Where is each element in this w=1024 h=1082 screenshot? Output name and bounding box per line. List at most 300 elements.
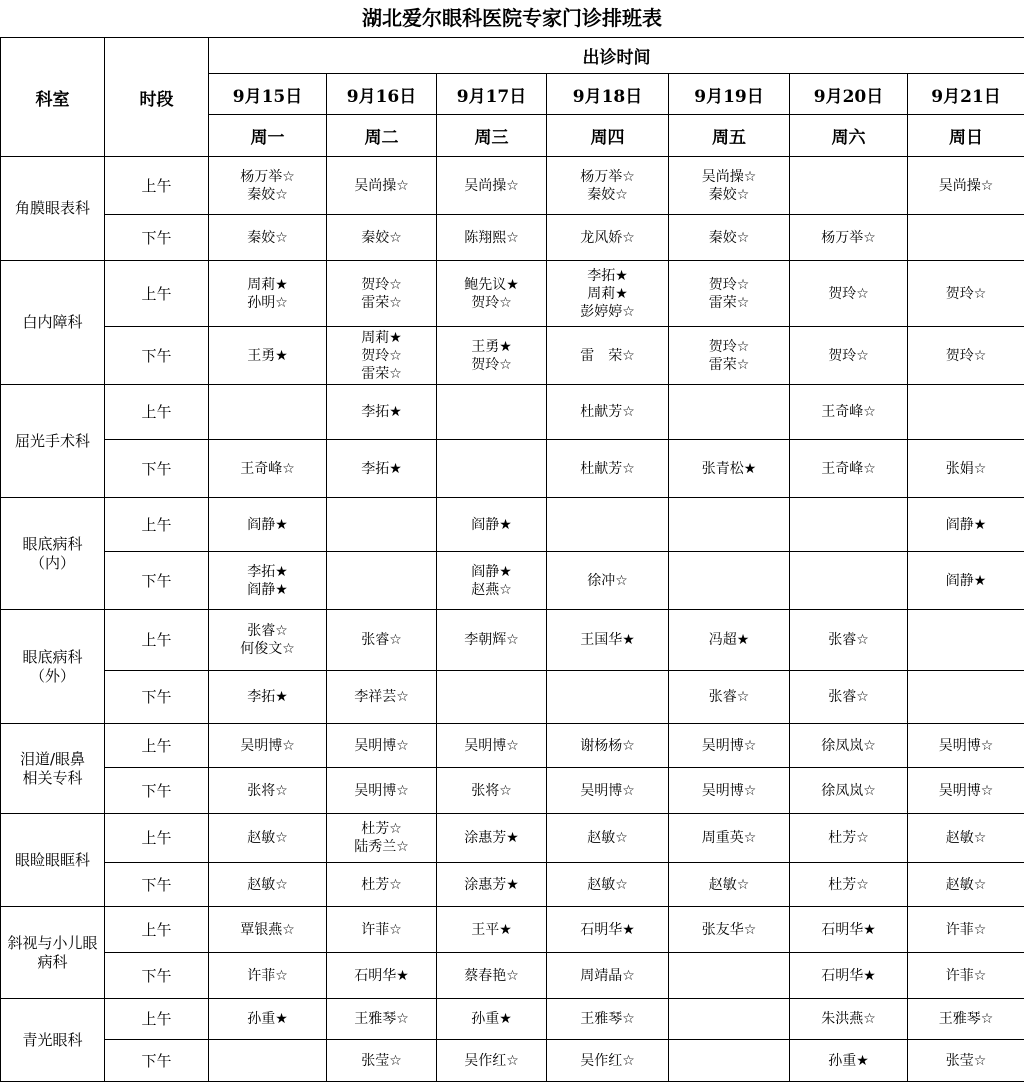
schedule-cell <box>669 953 790 999</box>
schedule-cell <box>547 385 669 440</box>
department-name-line: 白内障科 <box>1 313 104 332</box>
schedule-cell <box>908 385 1024 440</box>
department-name <box>1 814 105 907</box>
doctor-name: 周莉★ <box>209 276 326 294</box>
schedule-cell <box>908 215 1024 261</box>
doctor-name: 王勇★ <box>209 347 326 365</box>
doctor-name: 阎静★ <box>908 516 1024 534</box>
department-name-line: 眼底病科 <box>1 648 104 667</box>
schedule-cell <box>437 999 547 1040</box>
schedule-cell <box>437 157 547 215</box>
schedule-cell <box>209 327 327 385</box>
schedule-cell <box>327 671 437 724</box>
doctor-name: 张娟☆ <box>908 460 1024 478</box>
doctor-name: 陆秀兰☆ <box>327 838 436 856</box>
schedule-cell <box>327 907 437 953</box>
schedule-cell <box>547 261 669 327</box>
doctor-name: 雷 荣☆ <box>547 347 668 365</box>
schedule-cell <box>908 498 1024 552</box>
schedule-cell <box>669 907 790 953</box>
doctor-name: 蔡春艳☆ <box>437 967 546 985</box>
department-name-line: 屈光手术科 <box>1 432 104 451</box>
schedule-cell <box>908 768 1024 814</box>
schedule-cell <box>209 440 327 498</box>
schedule-row <box>1 552 1024 610</box>
schedule-cell <box>669 1040 790 1082</box>
weekday-header: 周四 <box>547 115 669 157</box>
doctor-name: 雷荣☆ <box>327 294 436 312</box>
doctor-name: 覃银燕☆ <box>209 921 326 939</box>
doctor-name: 秦姣☆ <box>669 186 789 204</box>
doctor-name: 吴明博☆ <box>669 782 789 800</box>
schedule-cell <box>437 261 547 327</box>
schedule-cell <box>547 814 669 863</box>
schedule-cell <box>790 814 908 863</box>
doctor-name: 张莹☆ <box>908 1052 1024 1070</box>
doctor-name: 吴明博☆ <box>908 737 1024 755</box>
schedule-cell <box>908 157 1024 215</box>
doctor-name: 李拓★ <box>209 563 326 581</box>
date-header: 9月17日 <box>437 74 547 115</box>
schedule-cell <box>908 610 1024 671</box>
period-cell: 上午 <box>105 999 209 1040</box>
schedule-cell <box>437 768 547 814</box>
date-header: 9月16日 <box>327 74 437 115</box>
schedule-cell <box>327 385 437 440</box>
doctor-name: 贺玲☆ <box>908 347 1024 365</box>
schedule-cell <box>327 552 437 610</box>
schedule-cell <box>669 440 790 498</box>
schedule-cell <box>908 907 1024 953</box>
schedule-cell <box>437 724 547 768</box>
schedule-cell <box>547 552 669 610</box>
doctor-name: 许菲☆ <box>327 921 436 939</box>
schedule-cell <box>547 907 669 953</box>
schedule-cell <box>209 814 327 863</box>
doctor-name: 赵燕☆ <box>437 581 546 599</box>
schedule-cell <box>547 768 669 814</box>
schedule-cell <box>437 385 547 440</box>
schedule-cell <box>790 863 908 907</box>
doctor-name: 张将☆ <box>437 782 546 800</box>
schedule-row <box>1 768 1024 814</box>
schedule-cell <box>790 1040 908 1082</box>
period-header: 时段 <box>105 38 209 157</box>
period-cell: 下午 <box>105 552 209 610</box>
schedule-cell <box>437 215 547 261</box>
doctor-name: 周重英☆ <box>669 829 789 847</box>
schedule-cell <box>790 610 908 671</box>
doctor-name: 贺玲☆ <box>437 294 546 312</box>
schedule-cell <box>790 215 908 261</box>
schedule-cell <box>209 552 327 610</box>
doctor-name: 许菲☆ <box>908 967 1024 985</box>
schedule-cell <box>437 327 547 385</box>
doctor-name: 杜芳☆ <box>327 820 436 838</box>
schedule-cell <box>669 261 790 327</box>
doctor-name: 鲍先议★ <box>437 276 546 294</box>
schedule-row <box>1 1040 1024 1082</box>
date-header: 9月21日 <box>908 74 1024 115</box>
schedule-cell <box>547 498 669 552</box>
doctor-name: 王国华★ <box>547 631 668 649</box>
schedule-cell <box>327 215 437 261</box>
doctor-name: 周莉★ <box>327 329 436 347</box>
doctor-name: 徐凤岚☆ <box>790 737 907 755</box>
doctor-name: 雷荣☆ <box>669 294 789 312</box>
period-cell: 上午 <box>105 814 209 863</box>
schedule-cell <box>209 953 327 999</box>
doctor-name: 吴明博☆ <box>669 737 789 755</box>
doctor-name: 徐凤岚☆ <box>790 782 907 800</box>
doctor-name: 秦姣☆ <box>209 229 326 247</box>
department-name-line: 青光眼科 <box>1 1031 104 1050</box>
schedule-cell <box>327 768 437 814</box>
doctor-name: 阎静★ <box>437 516 546 534</box>
weekday-header: 周三 <box>437 115 547 157</box>
schedule-cell <box>547 953 669 999</box>
period-cell: 上午 <box>105 385 209 440</box>
doctor-name: 杨万举☆ <box>547 168 668 186</box>
schedule-cell <box>547 671 669 724</box>
doctor-name: 孙重★ <box>790 1052 907 1070</box>
doctor-name: 石明华★ <box>790 921 907 939</box>
doctor-name: 阎静★ <box>437 563 546 581</box>
schedule-cell <box>437 552 547 610</box>
schedule-cell <box>209 863 327 907</box>
doctor-name: 李朝辉☆ <box>437 631 546 649</box>
doctor-name: 阎静★ <box>209 516 326 534</box>
doctor-name: 张将☆ <box>209 782 326 800</box>
doctor-name: 赵敏☆ <box>547 829 668 847</box>
doctor-name: 王奇峰☆ <box>209 460 326 478</box>
doctor-name: 吴明博☆ <box>327 737 436 755</box>
weekday-header: 周六 <box>790 115 908 157</box>
doctor-name: 张睿☆ <box>327 631 436 649</box>
schedule-cell <box>908 814 1024 863</box>
weekday-header: 周二 <box>327 115 437 157</box>
doctor-name: 赵敏☆ <box>547 876 668 894</box>
doctor-name: 孙明☆ <box>209 294 326 312</box>
date-header: 9月15日 <box>209 74 327 115</box>
period-cell: 上午 <box>105 907 209 953</box>
doctor-name: 张友华☆ <box>669 921 789 939</box>
schedule-cell <box>790 768 908 814</box>
department-name <box>1 157 105 261</box>
doctor-name: 许菲☆ <box>908 921 1024 939</box>
weekday-header: 周五 <box>669 115 790 157</box>
schedule-row <box>1 261 1024 327</box>
schedule-cell <box>790 440 908 498</box>
doctor-name: 李拓★ <box>547 267 668 285</box>
doctor-name: 吴尚操☆ <box>327 177 436 195</box>
doctor-name: 张睿☆ <box>209 622 326 640</box>
department-name-line: 泪道/眼鼻 <box>1 750 104 769</box>
department-name-line: 角膜眼表科 <box>1 199 104 218</box>
schedule-cell <box>669 724 790 768</box>
doctor-name: 阎静★ <box>908 572 1024 590</box>
department-name <box>1 610 105 724</box>
doctor-name: 何俊文☆ <box>209 640 326 658</box>
doctor-name: 雷荣☆ <box>327 365 436 383</box>
department-name-line: 相关专科 <box>1 769 104 788</box>
schedule-row <box>1 385 1024 440</box>
schedule-row <box>1 327 1024 385</box>
schedule-cell <box>669 814 790 863</box>
doctor-name: 张睿☆ <box>669 688 789 706</box>
schedule-cell <box>209 215 327 261</box>
page-title: 湖北爱尔眼科医院专家门诊排班表 <box>0 0 1024 37</box>
schedule-cell <box>327 610 437 671</box>
period-cell: 上午 <box>105 498 209 552</box>
doctor-name: 秦姣☆ <box>669 229 789 247</box>
schedule-cell <box>327 814 437 863</box>
schedule-cell <box>547 863 669 907</box>
schedule-cell <box>790 552 908 610</box>
schedule-table <box>0 37 1024 1082</box>
doctor-name: 吴明博☆ <box>209 737 326 755</box>
schedule-cell <box>437 863 547 907</box>
doctor-name: 李拓★ <box>209 688 326 706</box>
doctor-name: 李祥芸☆ <box>327 688 436 706</box>
schedule-cell <box>790 385 908 440</box>
schedule-cell <box>908 1040 1024 1082</box>
schedule-cell <box>209 385 327 440</box>
doctor-name: 王平★ <box>437 921 546 939</box>
schedule-cell <box>790 498 908 552</box>
schedule-cell <box>209 724 327 768</box>
schedule-cell <box>908 724 1024 768</box>
schedule-cell <box>209 1040 327 1082</box>
schedule-cell <box>790 724 908 768</box>
schedule-row <box>1 498 1024 552</box>
schedule-row <box>1 671 1024 724</box>
period-cell: 下午 <box>105 953 209 999</box>
schedule-row <box>1 814 1024 863</box>
department-name-line: 眼底病科 <box>1 535 104 554</box>
doctor-name: 贺玲☆ <box>790 347 907 365</box>
schedule-row <box>1 610 1024 671</box>
doctor-name: 秦姣☆ <box>547 186 668 204</box>
doctor-name: 吴尚操☆ <box>908 177 1024 195</box>
doctor-name: 李拓★ <box>327 403 436 421</box>
department-name <box>1 999 105 1082</box>
schedule-cell <box>437 610 547 671</box>
period-cell: 上午 <box>105 610 209 671</box>
schedule-cell <box>908 261 1024 327</box>
doctor-name: 吴明博☆ <box>908 782 1024 800</box>
schedule-cell <box>209 261 327 327</box>
doctor-name: 杨万举☆ <box>790 229 907 247</box>
schedule-cell <box>790 999 908 1040</box>
doctor-name: 赵敏☆ <box>908 829 1024 847</box>
period-cell: 下午 <box>105 1040 209 1082</box>
date-header: 9月18日 <box>547 74 669 115</box>
doctor-name: 吴明博☆ <box>437 737 546 755</box>
doctor-name: 王雅琴☆ <box>547 1010 668 1028</box>
schedule-row <box>1 953 1024 999</box>
doctor-name: 王勇★ <box>437 338 546 356</box>
doctor-name: 石明华★ <box>790 967 907 985</box>
doctor-name: 李拓★ <box>327 460 436 478</box>
schedule-cell <box>547 215 669 261</box>
schedule-cell <box>209 999 327 1040</box>
department-name <box>1 498 105 610</box>
schedule-cell <box>327 863 437 907</box>
doctor-name: 贺玲☆ <box>437 356 546 374</box>
doctor-name: 徐冲☆ <box>547 572 668 590</box>
doctor-name: 王雅琴☆ <box>908 1010 1024 1028</box>
schedule-cell <box>547 999 669 1040</box>
dept-header: 科室 <box>1 38 105 157</box>
doctor-name: 赵敏☆ <box>209 876 326 894</box>
period-cell: 下午 <box>105 863 209 907</box>
department-name <box>1 907 105 999</box>
doctor-name: 陈翔熙☆ <box>437 229 546 247</box>
schedule-row <box>1 724 1024 768</box>
schedule-row <box>1 999 1024 1040</box>
schedule-cell <box>669 327 790 385</box>
doctor-name: 周靖晶☆ <box>547 967 668 985</box>
doctor-name: 贺玲☆ <box>327 347 436 365</box>
doctor-name: 赵敏☆ <box>209 829 326 847</box>
schedule-cell <box>547 157 669 215</box>
doctor-name: 杜献芳☆ <box>547 403 668 421</box>
schedule-cell <box>209 498 327 552</box>
doctor-name: 彭婷婷☆ <box>547 303 668 321</box>
schedule-cell <box>547 440 669 498</box>
schedule-cell <box>209 610 327 671</box>
schedule-cell <box>908 863 1024 907</box>
schedule-cell <box>327 724 437 768</box>
schedule-cell <box>547 610 669 671</box>
schedule-cell <box>669 999 790 1040</box>
schedule-cell <box>790 671 908 724</box>
department-name-line: 病科 <box>1 953 104 972</box>
doctor-name: 孙重★ <box>437 1010 546 1028</box>
doctor-name: 贺玲☆ <box>669 276 789 294</box>
schedule-cell <box>437 953 547 999</box>
schedule-cell <box>669 610 790 671</box>
schedule-cell <box>790 261 908 327</box>
weekday-header: 周一 <box>209 115 327 157</box>
doctor-name: 王雅琴☆ <box>327 1010 436 1028</box>
date-header: 9月19日 <box>669 74 790 115</box>
schedule-cell <box>790 157 908 215</box>
doctor-name: 赵敏☆ <box>669 876 789 894</box>
schedule-cell <box>908 440 1024 498</box>
schedule-cell <box>669 385 790 440</box>
doctor-name: 赵敏☆ <box>908 876 1024 894</box>
doctor-name: 吴尚操☆ <box>437 177 546 195</box>
schedule-cell <box>437 498 547 552</box>
period-cell: 下午 <box>105 768 209 814</box>
doctor-name: 周莉★ <box>547 285 668 303</box>
schedule-cell <box>790 953 908 999</box>
schedule-cell <box>669 671 790 724</box>
doctor-name: 谢杨杨☆ <box>547 737 668 755</box>
doctor-name: 吴作红☆ <box>437 1052 546 1070</box>
schedule-cell <box>327 327 437 385</box>
schedule-cell <box>437 814 547 863</box>
doctor-name: 孙重★ <box>209 1010 326 1028</box>
schedule-cell <box>209 157 327 215</box>
doctor-name: 许菲☆ <box>209 967 326 985</box>
schedule-cell <box>908 552 1024 610</box>
schedule-row <box>1 440 1024 498</box>
schedule-cell <box>669 498 790 552</box>
doctor-name: 秦姣☆ <box>209 186 326 204</box>
schedule-cell <box>437 440 547 498</box>
schedule-cell <box>327 953 437 999</box>
doctor-name: 朱洪燕☆ <box>790 1010 907 1028</box>
schedule-cell <box>669 768 790 814</box>
schedule-cell <box>327 157 437 215</box>
doctor-name: 贺玲☆ <box>327 276 436 294</box>
doctor-name: 王奇峰☆ <box>790 403 907 421</box>
schedule-cell <box>908 671 1024 724</box>
doctor-name: 贺玲☆ <box>790 285 907 303</box>
doctor-name: 王奇峰☆ <box>790 460 907 478</box>
schedule-row <box>1 863 1024 907</box>
schedule-cell <box>547 1040 669 1082</box>
doctor-name: 石明华★ <box>327 967 436 985</box>
schedule-cell <box>327 498 437 552</box>
schedule-cell <box>547 724 669 768</box>
doctor-name: 张睿☆ <box>790 688 907 706</box>
period-cell: 下午 <box>105 671 209 724</box>
schedule-cell <box>327 999 437 1040</box>
schedule-cell <box>327 261 437 327</box>
date-header: 9月20日 <box>790 74 908 115</box>
doctor-name: 冯超★ <box>669 631 789 649</box>
department-name <box>1 724 105 814</box>
schedule-cell <box>908 953 1024 999</box>
department-name <box>1 385 105 498</box>
schedule-cell <box>669 863 790 907</box>
schedule-row <box>1 157 1024 215</box>
doctor-name: 张青松★ <box>669 460 789 478</box>
schedule-cell <box>437 1040 547 1082</box>
doctor-name: 吴尚操☆ <box>669 168 789 186</box>
doctor-name: 石明华★ <box>547 921 668 939</box>
doctor-name: 吴明博☆ <box>547 782 668 800</box>
doctor-name: 张睿☆ <box>790 631 907 649</box>
schedule-cell <box>669 215 790 261</box>
department-name-line: 斜视与小儿眼 <box>1 934 104 953</box>
period-cell: 下午 <box>105 327 209 385</box>
doctor-name: 雷荣☆ <box>669 356 789 374</box>
clinic-time-header: 出诊时间 <box>209 38 1024 74</box>
department-name <box>1 261 105 385</box>
period-cell: 上午 <box>105 157 209 215</box>
doctor-name: 涂惠芳★ <box>437 876 546 894</box>
schedule-cell <box>790 907 908 953</box>
schedule-cell <box>327 1040 437 1082</box>
schedule-cell <box>669 552 790 610</box>
doctor-name: 涂惠芳★ <box>437 829 546 847</box>
period-cell: 上午 <box>105 724 209 768</box>
schedule-cell <box>209 671 327 724</box>
doctor-name: 杜芳☆ <box>790 876 907 894</box>
schedule-cell <box>908 999 1024 1040</box>
schedule-cell <box>209 907 327 953</box>
doctor-name: 阎静★ <box>209 581 326 599</box>
schedule-cell <box>669 157 790 215</box>
schedule-cell <box>908 327 1024 385</box>
department-name-line: 眼睑眼眶科 <box>1 851 104 870</box>
weekday-header: 周日 <box>908 115 1024 157</box>
